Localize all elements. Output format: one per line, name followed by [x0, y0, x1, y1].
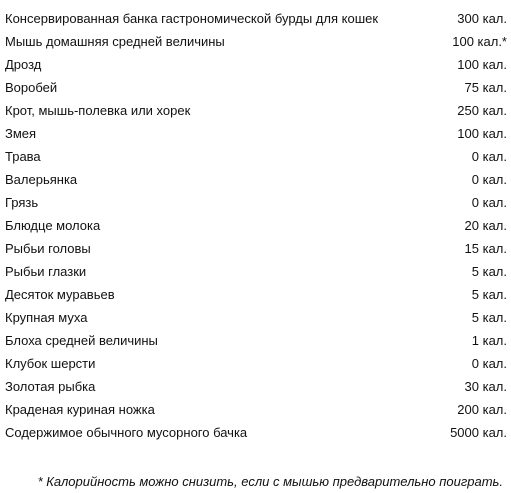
item-calories: 1 кал.: [471, 333, 507, 348]
table-row: [5, 218, 507, 233]
item-name: Мышь домашняя средней величины: [5, 34, 225, 49]
row-spacer-cell: [5, 187, 507, 195]
row-spacer-cell: [5, 279, 507, 287]
table-row: [5, 126, 507, 141]
footnote: * Калорийность можно снизить, если с мышью предварительно поиграть.: [37, 474, 503, 489]
calorie-rows: [5, 11, 507, 440]
row-spacer-cell: [5, 348, 507, 356]
table-row: [5, 80, 507, 95]
row-spacer: [5, 348, 507, 356]
item-name: Блюдце молока: [5, 218, 101, 233]
item-calories: 100 кал.: [457, 57, 507, 72]
table-row: [5, 149, 507, 164]
item-calories: 15 кал.: [464, 241, 507, 256]
row-spacer-cell: [5, 256, 507, 264]
item-calories: 100 кал.*: [452, 34, 507, 49]
table-row: [5, 34, 507, 49]
table-row: [5, 172, 507, 187]
row-spacer-cell: [5, 325, 507, 333]
row-spacer: [5, 95, 507, 103]
item-name: Воробей: [5, 80, 58, 95]
row-spacer: [5, 256, 507, 264]
item-calories: 0 кал.: [471, 195, 507, 210]
row-spacer: [5, 141, 507, 149]
row-spacer: [5, 371, 507, 379]
row-spacer-cell: [5, 417, 507, 425]
item-calories: 250 кал.: [457, 103, 507, 118]
row-spacer-cell: [5, 164, 507, 172]
row-spacer: [5, 302, 507, 310]
row-spacer: [5, 164, 507, 172]
table-row: [5, 11, 507, 26]
row-spacer-cell: [5, 210, 507, 218]
row-spacer-cell: [5, 49, 507, 57]
item-calories: 5 кал.: [471, 264, 507, 279]
calorie-table: [5, 11, 507, 440]
item-name: Десяток муравьев: [5, 287, 115, 302]
item-calories: 300 кал.: [457, 11, 507, 26]
item-calories: 0 кал.: [471, 149, 507, 164]
row-spacer-cell: [5, 371, 507, 379]
table-row: [5, 57, 507, 72]
table-row: [5, 310, 507, 325]
table-row: [5, 402, 507, 417]
item-name: Рыбьи глазки: [5, 264, 87, 279]
item-calories: 5000 кал.: [450, 425, 507, 440]
row-spacer: [5, 233, 507, 241]
item-name: Крупная муха: [5, 310, 88, 325]
item-name: Грязь: [5, 195, 39, 210]
row-spacer-cell: [5, 394, 507, 402]
item-calories: 5 кал.: [471, 310, 507, 325]
item-name: Змея: [5, 126, 37, 141]
table-row: [5, 425, 507, 440]
item-name: Блоха средней величины: [5, 333, 158, 348]
table-row: [5, 356, 507, 371]
row-spacer-cell: [5, 72, 507, 80]
row-spacer: [5, 187, 507, 195]
row-spacer: [5, 72, 507, 80]
item-name: Золотая рыбка: [5, 379, 96, 394]
item-name: Крот, мышь-полевка или хорек: [5, 103, 191, 118]
item-calories: 5 кал.: [471, 287, 507, 302]
item-name: Клубок шерсти: [5, 356, 96, 371]
row-spacer: [5, 279, 507, 287]
row-spacer-cell: [5, 302, 507, 310]
table-row: [5, 103, 507, 118]
row-spacer: [5, 394, 507, 402]
row-spacer: [5, 26, 507, 34]
item-name: Валерьянка: [5, 172, 78, 187]
table-row: [5, 333, 507, 348]
item-name: Рыбьи головы: [5, 241, 91, 256]
item-name: Трава: [5, 149, 41, 164]
item-name: Содержимое обычного мусорного бачка: [5, 425, 248, 440]
table-row: [5, 379, 507, 394]
item-calories: 200 кал.: [457, 402, 507, 417]
row-spacer-cell: [5, 95, 507, 103]
table-row: [5, 287, 507, 302]
row-spacer: [5, 49, 507, 57]
row-spacer-cell: [5, 141, 507, 149]
row-spacer-cell: [5, 26, 507, 34]
table-row: [5, 195, 507, 210]
row-spacer: [5, 210, 507, 218]
row-spacer: [5, 417, 507, 425]
table-row: [5, 264, 507, 279]
row-spacer-cell: [5, 118, 507, 126]
item-name: Консервированная банка гастрономической бурды для кошек: [5, 11, 379, 26]
item-calories: 0 кал.: [471, 172, 507, 187]
table-row: [5, 241, 507, 256]
item-calories: 0 кал.: [471, 356, 507, 371]
item-calories: 30 кал.: [464, 379, 507, 394]
item-name: Краденая куриная ножка: [5, 402, 155, 417]
item-calories: 100 кал.: [457, 126, 507, 141]
item-calories: 75 кал.: [464, 80, 507, 95]
row-spacer-cell: [5, 233, 507, 241]
row-spacer: [5, 325, 507, 333]
row-spacer: [5, 118, 507, 126]
item-name: Дрозд: [5, 57, 42, 72]
item-calories: 20 кал.: [464, 218, 507, 233]
